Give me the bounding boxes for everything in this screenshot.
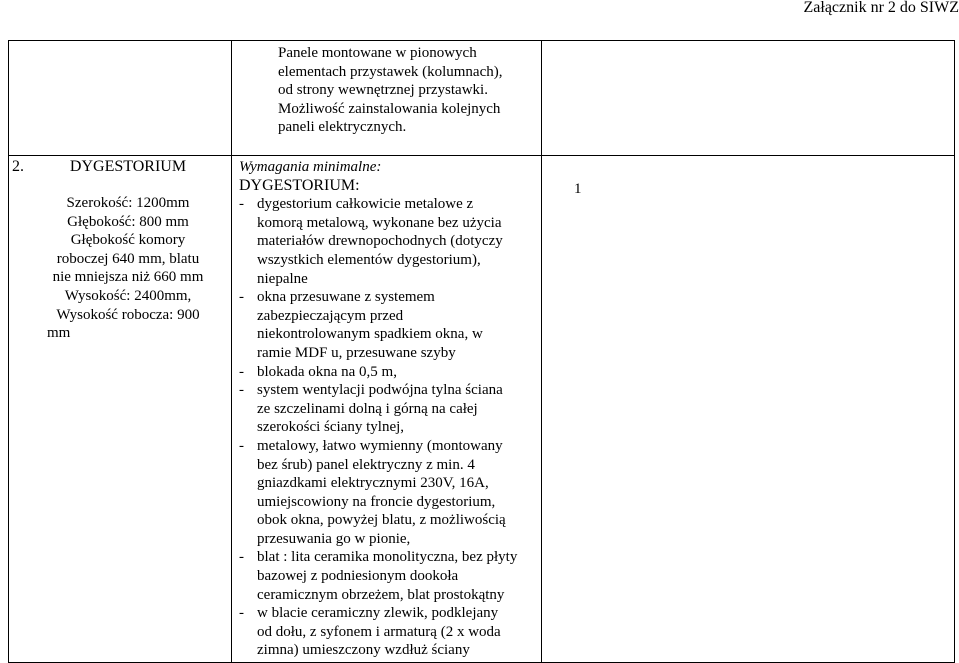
requirements-title: Wymagania minimalne: (239, 159, 382, 175)
requirement-item (239, 548, 539, 604)
desc-line: elementach przystawek (kolumnach), (278, 63, 503, 80)
item-line: blat : lita ceramika monolityczna, bez płyty (257, 549, 518, 566)
spec-line: Szerokość: 1200mm (66, 195, 190, 211)
spec-line: mm (47, 325, 71, 342)
requirement-item (239, 437, 539, 549)
dash-marker: - (239, 437, 244, 454)
item-line: system wentylacji podwójna tylna ściana (257, 382, 503, 399)
item-line: niekontrolowanym spadkiem okna, w (257, 326, 483, 343)
desc-line: Możliwość zainstalowania kolejnych (278, 100, 501, 117)
requirement-item (239, 363, 539, 382)
table-border-right (954, 40, 955, 663)
item-line: ceramicznym obrzeżem, blat prostokątny (257, 586, 505, 603)
spec-line: Wysokość: 2400mm, (64, 287, 192, 304)
item-line: wszystkich elementów dygestorium), (257, 251, 481, 268)
item-line: w blacie ceramiczny zlewik, podklejany (257, 605, 499, 622)
item-line: ze szczelinami dolną i górną na całej (257, 400, 478, 417)
desc-line: Panele montowane w pionowych (278, 45, 477, 61)
dash-marker: - (239, 289, 244, 306)
item-line: umiejscowiony na froncie dygestorium, (257, 493, 496, 510)
spec-line: roboczej 640 mm, blatu (56, 250, 200, 267)
desc-line: paneli elektrycznych. (278, 119, 407, 136)
spec-line: nie mniejsza niż 660 mm (52, 269, 204, 286)
requirement-item (239, 195, 539, 288)
item-line: gniazdkami elektrycznymi 230V, 16A, (257, 475, 489, 492)
spec-line: Wysokość robocza: 900 (56, 306, 200, 323)
prev-row-description (278, 44, 503, 137)
row-number: 2. (12, 158, 24, 175)
item-line: niepalne (257, 270, 308, 287)
item-line: bazowej z podniesionym dookoła (257, 568, 459, 585)
spec-line: Głębokość: 800 mm (67, 213, 189, 230)
item-line: obok okna, powyżej blatu, z możliwością (257, 512, 506, 529)
attachment-header: Załącznik nr 2 do SIWZ (803, 0, 959, 16)
dash-marker: - (239, 549, 244, 566)
table-border-left (8, 40, 9, 663)
item-dimensions (40, 194, 216, 343)
item-line: blokada okna na 0,5 m, (257, 363, 397, 380)
item-line: zimna) umieszczony wzdłuż ściany (257, 642, 470, 659)
column-divider-2 (541, 40, 542, 663)
requirements-block (239, 158, 539, 660)
item-line: ramie MDF u, przesuwane szyby (257, 344, 456, 361)
item-line: szerokości ściany tylnej, (257, 419, 405, 436)
column-divider-1 (231, 40, 232, 663)
item-line: bez śrub) panel elektryczny z min. 4 (257, 456, 475, 473)
requirements-subtitle: DYGESTORIUM: (239, 176, 360, 194)
requirement-item (239, 288, 539, 362)
table-border-top (8, 40, 955, 41)
row-divider (8, 155, 955, 156)
item-line: zabezpieczającym przed (257, 307, 404, 324)
item-line: metalowy, łatwo wymienny (montowany (257, 437, 503, 454)
requirement-item (239, 604, 539, 660)
item-line: od dołu, z syfonem i armaturą (2 x woda (257, 623, 501, 640)
dash-marker: - (239, 196, 244, 213)
item-line: przesuwania go w pionie, (257, 530, 411, 547)
item-line: komorą metalową, wykonane bez użycia (257, 214, 502, 231)
item-line: okna przesuwane z systemem (257, 289, 435, 306)
item-line: materiałów drewnopochodnych (dotyczy (257, 233, 503, 250)
item-name: DYGESTORIUM (69, 158, 187, 175)
dash-marker: - (239, 382, 244, 399)
spec-line: Głębokość komory (70, 232, 186, 249)
quantity: 1 (574, 181, 582, 197)
item-line: dygestorium całkowicie metalowe z (257, 196, 474, 213)
dash-marker: - (239, 363, 244, 380)
dash-marker: - (239, 605, 244, 622)
desc-line: od strony wewnętrznej przystawki. (278, 82, 488, 99)
requirement-item (239, 381, 539, 437)
